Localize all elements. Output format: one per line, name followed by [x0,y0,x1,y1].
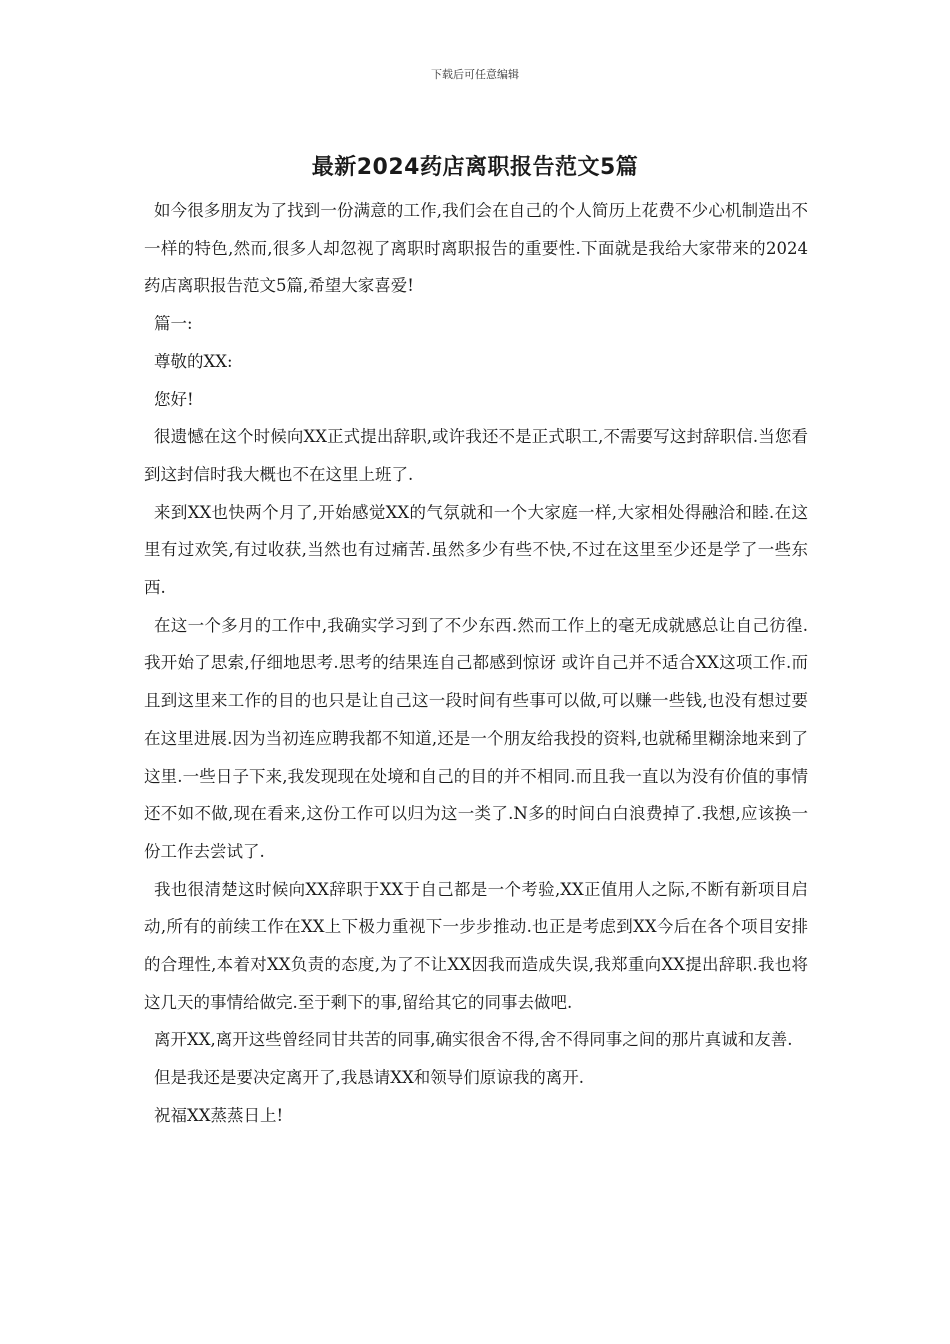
body-paragraph: 来到XX也快两个月了,开始感觉XX的气氛就和一个大家庭一样,大家相处得融洽和睦.在这里有过欢笑,有过收获,当然也有过痛苦.虽然多少有些不快,不过在这里至少还是学了一些东西. [144,502,808,598]
body-paragraph: 很遗憾在这个时候向XX正式提出辞职,或许我还不是正式职工,不需要写这封辞职信.当您看到这封信时我大概也不在这里上班了. [144,427,808,484]
page-header-note: 下载后可任意编辑 [431,68,519,81]
intro-paragraph: 如今很多朋友为了找到一份满意的工作,我们会在自己的个人简历上花费不少心机制造出不一样的特色,然而,很多人却忽视了离职时离职报告的重要性.下面就是我给大家带来的2024药店离职报告范文5篇,希望大家喜爱! [144,201,808,296]
closing-wish: 祝福XX蒸蒸日上! [154,1105,284,1125]
document-body [144,192,808,1135]
salutation: 尊敬的XX: [154,351,233,371]
body-paragraph: 离开XX,离开这些曾经同甘共苦的同事,确实很舍不得,舍不得同事之间的那片真诚和友善. [154,1030,793,1050]
body-paragraph: 但是我还是要决定离开了,我恳请XX和领导们原谅我的离开. [154,1068,584,1088]
section-heading: 篇一: [154,314,193,334]
document-title: 最新2024药店离职报告范文5篇 [311,155,639,180]
greeting: 您好! [154,389,194,409]
body-paragraph: 我也很清楚这时候向XX辞职于XX于自己都是一个考验,XX正值用人之际,不断有新项目启动,所有的前续工作在XX上下极力重视下一步步推动.也正是考虑到XX今后在各个项目安排的合理性,本着对XX负责的态度,为了不让XX因我而造成失误,我郑重向XX提出辞职.我也将这几天的事情给做完.至于剩下的事,留给其它的同事去做吧. [144,879,808,1012]
body-paragraph: 在这一个多月的工作中,我确实学习到了不少东西.然而工作上的毫无成就感总让自己彷徨.我开始了思索,仔细地思考.思考的结果连自己都感到惊讶 或许自己并不适合XX这项工作.而且到这里来工作的目的也只是让自己这一段时间有些事可以做,可以赚一些钱,也没有想过要在这里进展.因为当初连应聘我都不知道,还是一个朋友给我投的资料,也就稀里糊涂地来到了这里.一些日子下来,我发现现在处境和自己的目的并不相同.而且我一直以为没有价值的事情还不如不做,现在看来,这份工作可以归为这一类了.N多的时间白白浪费掉了.我想,应该换一份工作去尝试了. [144,615,808,861]
